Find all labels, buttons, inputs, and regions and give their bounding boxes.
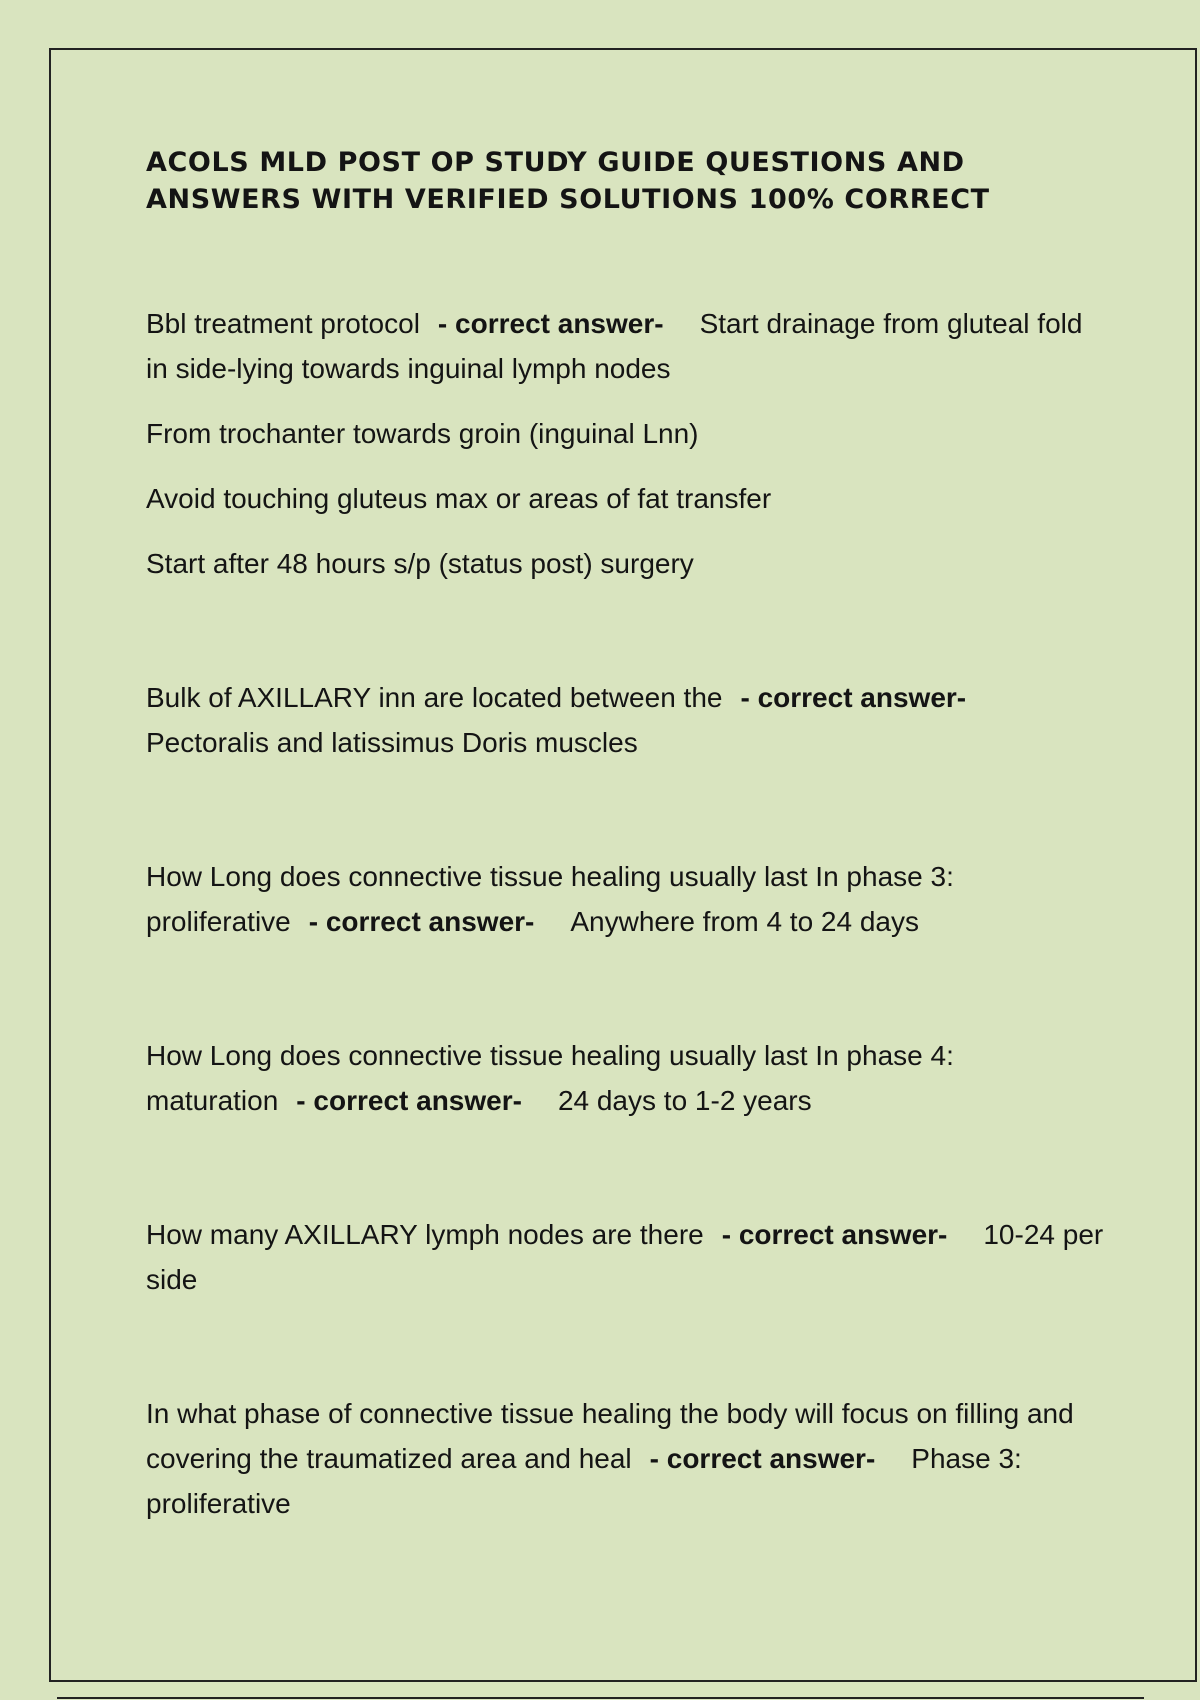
question-text: Bbl treatment protocol — [146, 308, 420, 339]
question-text: How Long does connective tissue healing usually last In phase 3: proliferative — [146, 861, 954, 937]
question-text: Bulk of AXILLARY inn are located between the — [146, 682, 723, 713]
question-text: In what phase of connective tissue healing the body will focus on filling and covering the traumatized area and heal — [146, 1398, 1074, 1474]
qa-item — [146, 675, 1106, 765]
answer-text: 10-24 per side — [146, 1219, 1104, 1295]
answer-detail: From trochanter towards groin (inguinal Lnn) — [146, 418, 699, 449]
title-line-2: ANSWERS WITH VERIFIED SOLUTIONS 100% CORRECT — [146, 184, 990, 215]
correct-answer-separator: - correct answer- — [740, 682, 967, 713]
document-title — [146, 144, 1106, 218]
correct-answer-separator: - correct answer- — [649, 1443, 876, 1474]
document-body — [146, 144, 1106, 1615]
qa-item — [146, 854, 1106, 944]
question-text: How Long does connective tissue healing usually last In phase 4: maturation — [146, 1040, 954, 1116]
answer-detail: Start after 48 hours s/p (status post) surgery — [146, 548, 694, 579]
answer-text: Pectoralis and latissimus Doris muscles — [146, 727, 638, 758]
qa-item — [146, 301, 1106, 586]
answer-text: Phase 3: proliferative — [146, 1443, 1022, 1519]
title-line-1: ACOLS MLD POST OP STUDY GUIDE QUESTIONS AND — [146, 147, 965, 178]
correct-answer-separator: - correct answer- — [721, 1219, 948, 1250]
qa-item — [146, 1212, 1106, 1302]
answer-text: 24 days to 1-2 years — [557, 1085, 812, 1116]
correct-answer-separator: - correct answer- — [296, 1085, 522, 1116]
qa-item — [146, 1391, 1106, 1526]
answer-detail: Avoid touching gluteus max or areas of fat transfer — [146, 483, 772, 514]
answer-text: Anywhere from 4 to 24 days — [570, 906, 919, 937]
correct-answer-separator: - correct answer- — [308, 906, 535, 937]
footer-divider — [57, 1697, 1144, 1699]
question-text: How many AXILLARY lymph nodes are there — [146, 1219, 704, 1250]
answer-text: Start drainage from gluteal fold in side-lying towards inguinal lymph nodes — [146, 308, 1083, 384]
qa-item — [146, 1033, 1106, 1123]
correct-answer-separator: - correct answer- — [437, 308, 664, 339]
